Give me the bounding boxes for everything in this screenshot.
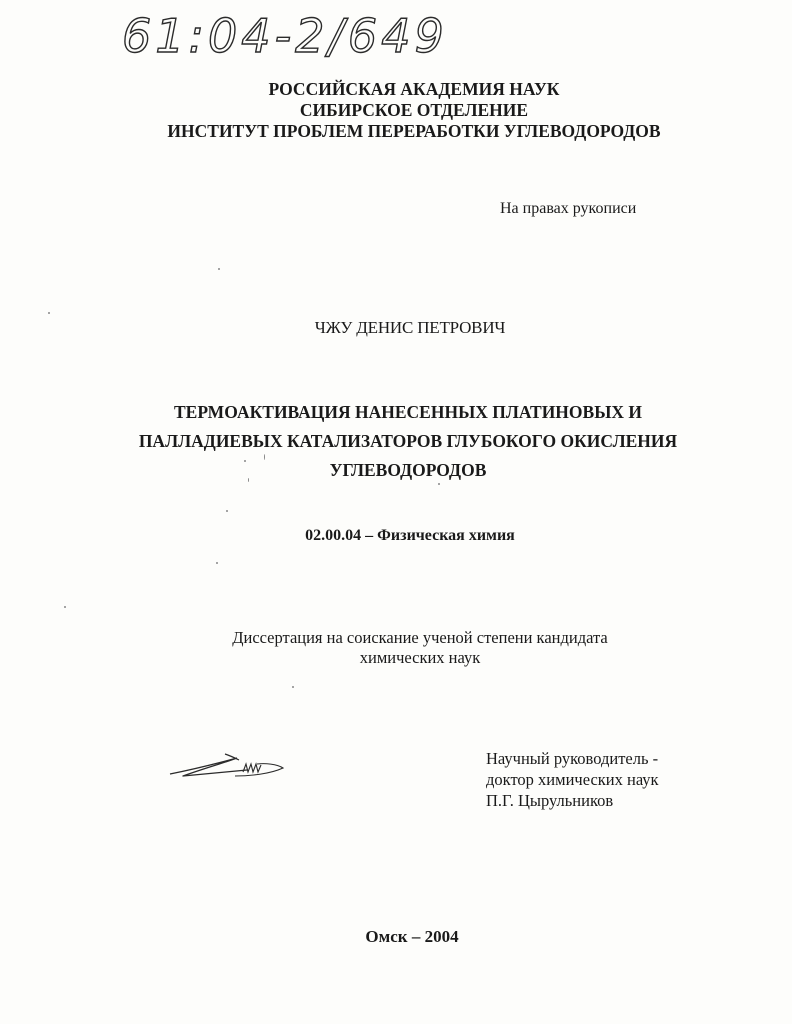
scan-speck — [292, 686, 294, 688]
scan-speck — [226, 510, 228, 512]
archive-code-handwritten — [118, 2, 468, 64]
scan-speck — [264, 454, 265, 460]
scan-speck — [244, 460, 246, 462]
specialty-code: 02.00.04 – Физическая химия — [305, 527, 515, 544]
scan-speck — [216, 562, 218, 564]
signature-mark — [165, 746, 290, 786]
institution-line-1: РОССИЙСКАЯ АКАДЕМИЯ НАУК — [268, 79, 560, 99]
institution-header — [18, 79, 792, 142]
scan-speck — [64, 606, 66, 608]
title-line-1: ТЕРМОАКТИВАЦИЯ НАНЕСЕННЫХ ПЛАТИНОВЫХ И — [173, 402, 643, 422]
scan-speck — [438, 483, 440, 485]
supervisor-line-2: доктор химических наук — [486, 770, 659, 789]
title-line-2: ПАЛЛАДИЕВЫХ КАТАЛИЗАТОРОВ ГЛУБОКОГО ОКИСЛЕНИЯ — [138, 431, 678, 451]
title-line-3: УГЛЕВОДОРОДОВ — [329, 460, 487, 480]
degree-line-2: химических наук — [359, 648, 481, 667]
author-name: ЧЖУ ДЕНИС ПЕТРОВИЧ — [314, 318, 506, 337]
city-year: Омск – 2004 — [365, 927, 459, 946]
dissertation-title — [12, 398, 792, 485]
rights-note: На правах рукописи — [500, 200, 637, 217]
supervisor-line-3: П.Г. Цырульников — [486, 791, 614, 810]
scan-speck — [218, 268, 220, 270]
scan-speck — [248, 478, 249, 482]
supervisor-block — [486, 748, 659, 811]
institution-line-3: ИНСТИТУТ ПРОБЛЕМ ПЕРЕРАБОТКИ УГЛЕВОДОРОДОВ — [167, 121, 661, 141]
supervisor-line-1: Научный руководитель - — [486, 749, 659, 768]
institution-line-2: СИБИРСКОЕ ОТДЕЛЕНИЕ — [299, 100, 529, 120]
archive-code-text: 61:04-2/649 — [122, 9, 448, 63]
degree-line-1: Диссертация на соискание ученой степени кандидата — [232, 628, 608, 647]
scan-speck — [48, 312, 50, 314]
degree-statement — [24, 628, 792, 668]
